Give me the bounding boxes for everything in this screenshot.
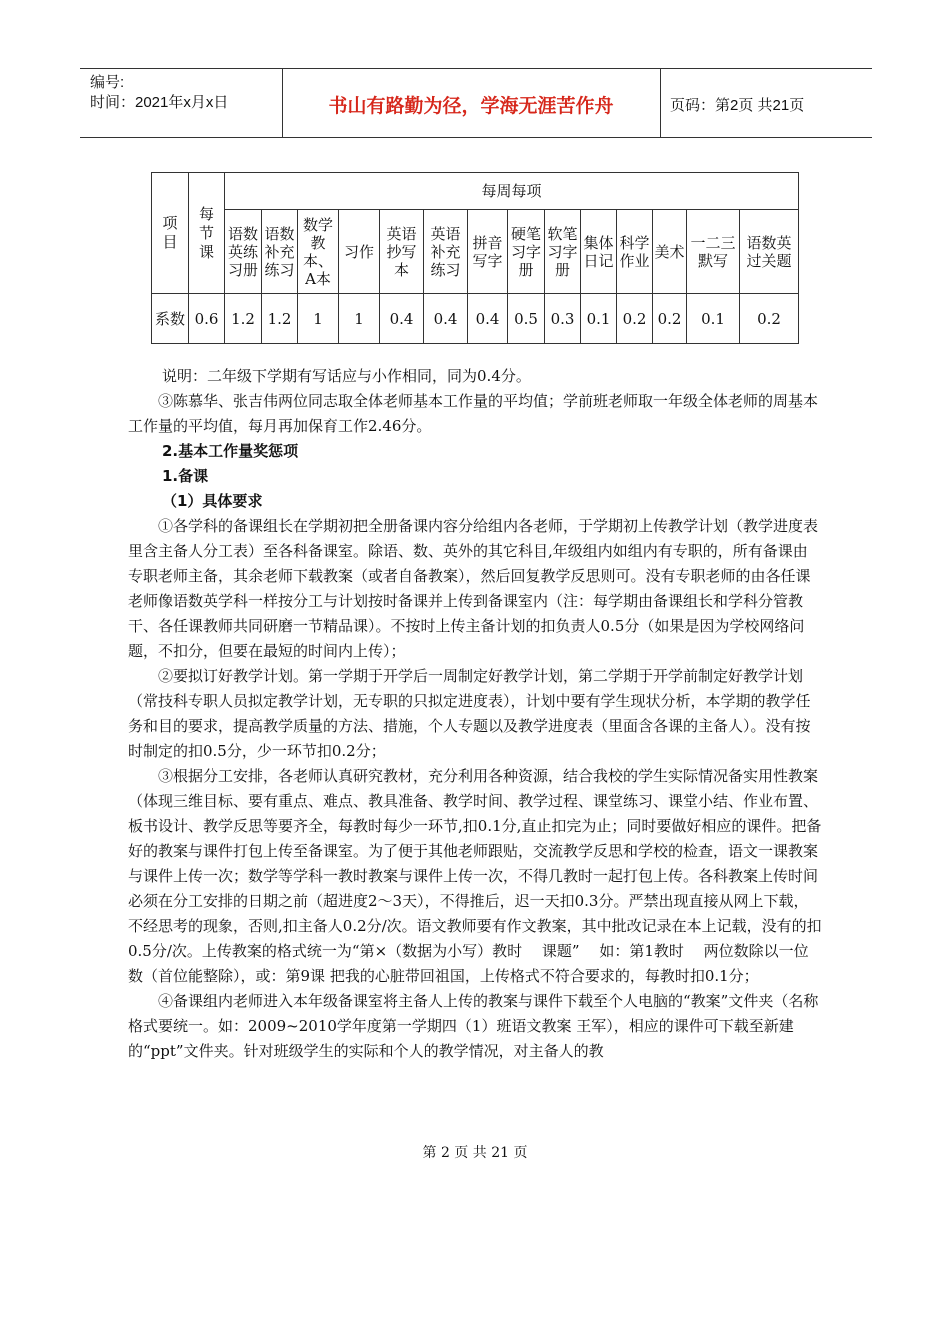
column-header: 语数补充练习	[262, 210, 298, 294]
coefficient-value: 0.4	[424, 294, 468, 344]
coefficient-value: 1.2	[225, 294, 262, 344]
coefficient-value: 0.1	[687, 294, 740, 344]
item-3-text: ③陈慕华、张吉伟两位同志取全体老师基本工作量的平均值；学前班老师取一年级全体老师的周基本工作量的平均值，每月再加保育工作2.46分。	[128, 392, 819, 435]
coefficient-value: 0.4	[468, 294, 508, 344]
coefficient-value: 1	[339, 294, 380, 344]
subheading-lesson-prep: 1.备课	[162, 467, 209, 485]
coefficient-value: 0.2	[653, 294, 687, 344]
paragraph-1: ①各学科的备课组长在学期初把全册备课内容分给组内各老师，于学期初上传教学计划（教学进度表里含主备人分工表）至各科备课室。除语、数、英外的其它科目,年级组内如组内有专职的，所有备课由专职老师主备，其余老师下载教案（或者自备教案），然后回复教学反思则可。没有专职老师的由各任课老师像语数英学科一样按分工与计划按时备课并上传到备课室内（注：每学期由备课组长和学科分管教干、各任课教师共同研磨一节精品课）。不按时上传主备计划的扣负责人0.5分（如果是因为学校网络问题，不扣分，但要在最短的时间内上传）；	[128, 517, 819, 660]
coefficient-value: 0.5	[508, 294, 545, 344]
paragraph-3: ③根据分工安排，各老师认真研究教材，充分利用各种资源，结合我校的学生实际情况备实用性教案（体现三维目标、要有重点、难点、教具准备、教学时间、教学过程、课堂练习、课堂小结、作业布置、板书设计、教学反思等要齐全，每教时每少一环节,扣0.1分,直止扣完为止；同时要做好相应的课件。把备好的教案与课件打包上传至备课室。为了便于其他老师跟贴，交流教学反思和学校的检查，语文一课教案与课件上传一次；数学等学科一教时教案与课件上传一次，不得几教时一起打包上传。各科教案上传时间必须在分工安排的日期之前（超进度2～3天），不得推后，迟一天扣0.3分。严禁出现直接从网上下载，不经思考的现象，否则,扣主备人0.2分/次。语文教师要有作文教案，其中批改记录在本上记载，没有的扣0.5分/次。上传教案的格式统一为“第×（数据为小写）教时 课题” 如：第1教时 两位数除以一位数（首位能整除），或：第9课 把我的心脏带回祖国，上传格式不符合要求的，每教时扣0.1分；	[128, 767, 822, 985]
column-header: 英语抄写本	[380, 210, 424, 294]
column-header: 语数英过关题	[740, 210, 799, 294]
column-header: 拼音写字	[468, 210, 508, 294]
header-slogan: 书山有路勤为径，学海无涯苦作舟	[328, 95, 614, 117]
column-header: 集体日记	[581, 210, 617, 294]
weekly-header: 每周每项	[225, 173, 799, 210]
row-header-cell: 项目	[152, 173, 189, 294]
paragraph-2: ②要拟订好教学计划。第一学期于开学后一周制定好教学计划，第二学期于开学前制定好教学计划（常技科专职人员拟定教学计划，无专职的只拟定进度表），计划中要有学生现状分析，本学期的教学任务和目的要求，提高教学质量的方法、措施，个人专题以及教学进度表（里面含各课的主备人）。没有按时制定的扣0.5分，少一环节扣0.2分；	[128, 667, 811, 760]
subheading-requirements: （1）具体要求	[162, 492, 263, 510]
document-time: 时间：2021年x月x日	[90, 94, 229, 111]
coefficient-value: 0.3	[545, 294, 581, 344]
coefficient-table	[151, 172, 799, 344]
column-header-row	[152, 210, 799, 294]
column-header: 语数英练习册	[225, 210, 262, 294]
coefficient-value: 0.4	[380, 294, 424, 344]
document-number: 编号:	[90, 74, 125, 91]
coefficient-value: 1	[298, 294, 339, 344]
coef-label: 系数	[152, 294, 189, 344]
column-header: 一二三默写	[687, 210, 740, 294]
column-header: 硬笔习字册	[508, 210, 545, 294]
per-lesson-value: 0.6	[189, 294, 225, 344]
column-header: 美术	[653, 210, 687, 294]
header-right	[660, 69, 872, 137]
page-header	[80, 68, 872, 138]
page-code: 页码：第2页 共21页	[670, 97, 805, 114]
body-text	[128, 364, 822, 1064]
page-footer: 第 2 页 共 21 页	[422, 1145, 528, 1161]
column-header: 科学作业	[617, 210, 653, 294]
column-header: 数学教本、A本	[298, 210, 339, 294]
note-text: 说明：二年级下学期有写话应与小作相同，同为0.4分。	[162, 367, 531, 385]
header-left	[80, 69, 283, 137]
coefficient-value: 0.2	[617, 294, 653, 344]
column-header: 英语补充练习	[424, 210, 468, 294]
paragraph-4: ④备课组内老师进入本年级备课室将主备人上传的教案与课件下载至个人电脑的“教案”文件夹（名称格式要统一。如：2009~2010学年度第一学期四（1）班语文教案 王军），相应的课件可下载至新建的“ppt”文件夹。针对班级学生的实际和个人的教学情况，对主备人的教	[128, 992, 819, 1060]
column-header: 软笔习字册	[545, 210, 581, 294]
header-middle	[282, 69, 661, 137]
per-lesson-header: 每节课	[189, 173, 225, 294]
coefficient-value: 0.2	[740, 294, 799, 344]
coefficient-value: 0.1	[581, 294, 617, 344]
section-heading-2: 2.基本工作量奖惩项	[162, 442, 299, 460]
column-header: 习作	[339, 210, 380, 294]
coefficient-row	[152, 294, 799, 344]
coefficient-value: 1.2	[262, 294, 298, 344]
